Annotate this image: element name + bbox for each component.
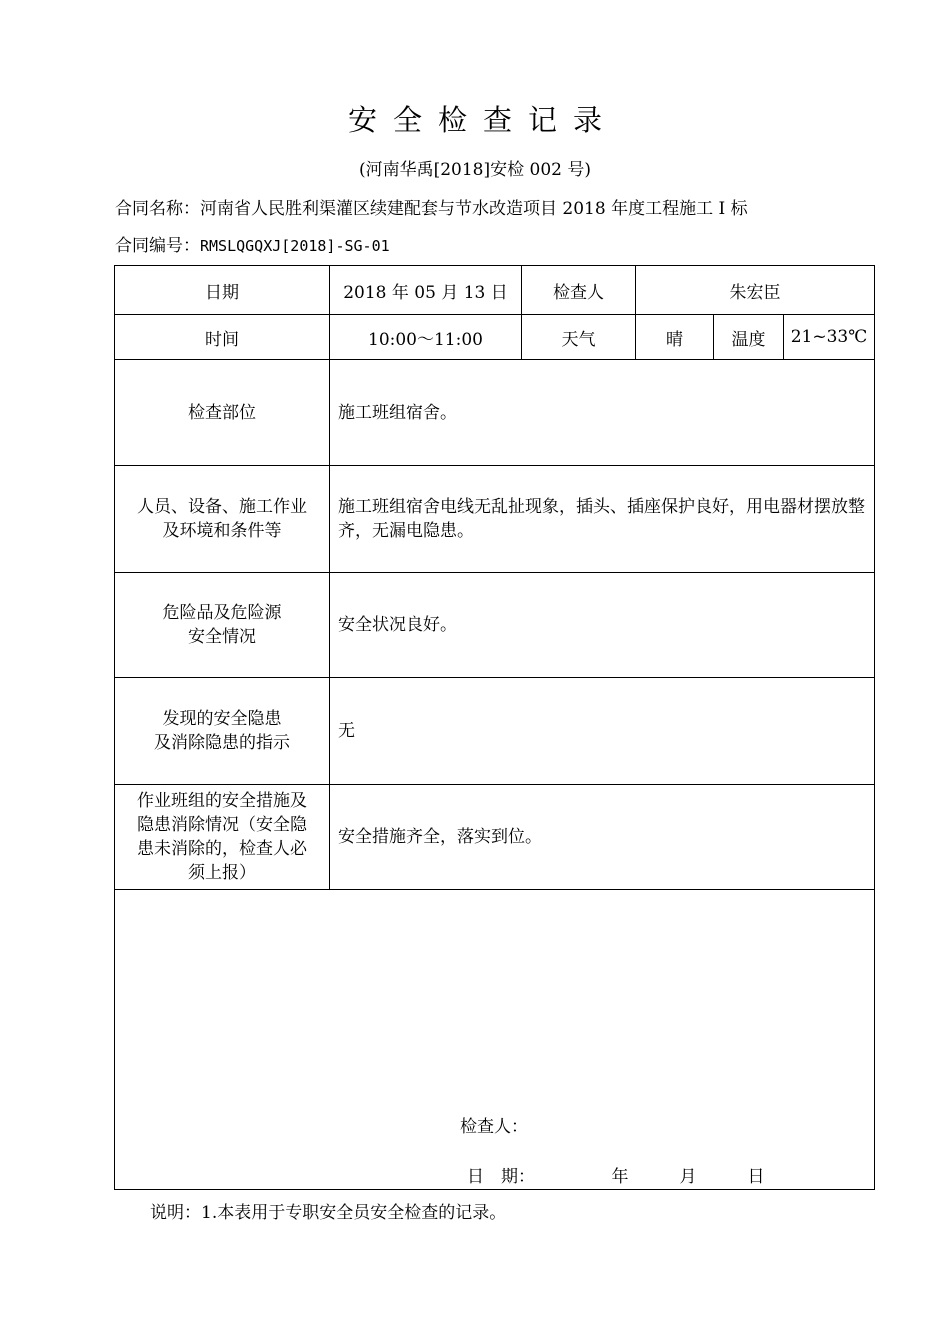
label-line: 及消除隐患的指示 xyxy=(154,733,290,753)
label-line: 作业班组的安全措施及 xyxy=(137,791,307,811)
row-content-hazard-sources: 安全状况良好。 xyxy=(330,573,875,678)
row-content-inspection-location: 施工班组宿舍。 xyxy=(330,360,875,466)
row-label-safety-measures xyxy=(115,785,330,890)
inspector-label: 检查人 xyxy=(522,266,636,315)
row-content-safety-measures: 安全措施齐全，落实到位。 xyxy=(330,785,875,890)
contract-code-value: RMSLQGQXJ[2018]-SG-01 xyxy=(200,237,390,255)
label-line: 及环境和条件等 xyxy=(162,521,282,541)
temperature-label: 温度 xyxy=(714,315,784,360)
contract-name-line xyxy=(115,196,895,222)
contract-name-label: 合同名称： xyxy=(115,199,200,219)
label-line: 安全情况 xyxy=(188,627,256,647)
row-label-hazard-sources xyxy=(115,573,330,678)
contract-name-value: 河南省人民胜利渠灌区续建配套与节水改造项目 2018 年度工程施工 I 标 xyxy=(200,199,748,219)
date-value: 2018 年 05 月 13 日 xyxy=(330,266,522,315)
footnote: 说明：1.本表用于专职安全员安全检查的记录。 xyxy=(150,1203,507,1223)
document-number: (河南华禹[2018]安检 002 号) xyxy=(358,160,592,180)
page-title: 安全检查记录 xyxy=(347,103,618,137)
signature-section xyxy=(115,890,875,1190)
contract-code-line xyxy=(115,233,895,259)
row-content-personnel-equipment: 施工班组宿舍电线无乱扯现象，插头、插座保护良好，用电器材摆放整齐，无漏电隐患。 xyxy=(330,466,875,573)
row-label-hidden-dangers xyxy=(115,678,330,785)
label-line: 人员、设备、施工作业 xyxy=(137,497,307,517)
contract-code-label: 合同编号： xyxy=(115,236,200,256)
time-value: 10:00～11:00 xyxy=(330,315,522,360)
signature-date-line: 日 期： 年 月 日 xyxy=(467,1167,765,1187)
weather-label: 天气 xyxy=(522,315,636,360)
label-line: 危险品及危险源 xyxy=(162,603,282,623)
inspector-value: 朱宏臣 xyxy=(636,266,875,315)
signature-inspector-label: 检查人： xyxy=(460,1117,528,1137)
label-line: 隐患消除情况（安全隐 xyxy=(137,815,307,835)
row-content-hidden-dangers: 无 xyxy=(330,678,875,785)
weather-value: 晴 xyxy=(636,315,714,360)
inspection-record-table xyxy=(114,265,875,1190)
label-line: 检查部位 xyxy=(188,402,256,423)
temperature-value: 21~33℃ xyxy=(784,315,875,360)
row-label-inspection-location xyxy=(115,360,330,466)
time-label: 时间 xyxy=(115,315,330,360)
date-label: 日期 xyxy=(115,266,330,315)
label-line: 发现的安全隐患 xyxy=(162,709,282,729)
label-line: 须上报） xyxy=(188,863,256,883)
label-line: 患未消除的，检查人必 xyxy=(137,839,307,859)
row-label-personnel-equipment xyxy=(115,466,330,573)
